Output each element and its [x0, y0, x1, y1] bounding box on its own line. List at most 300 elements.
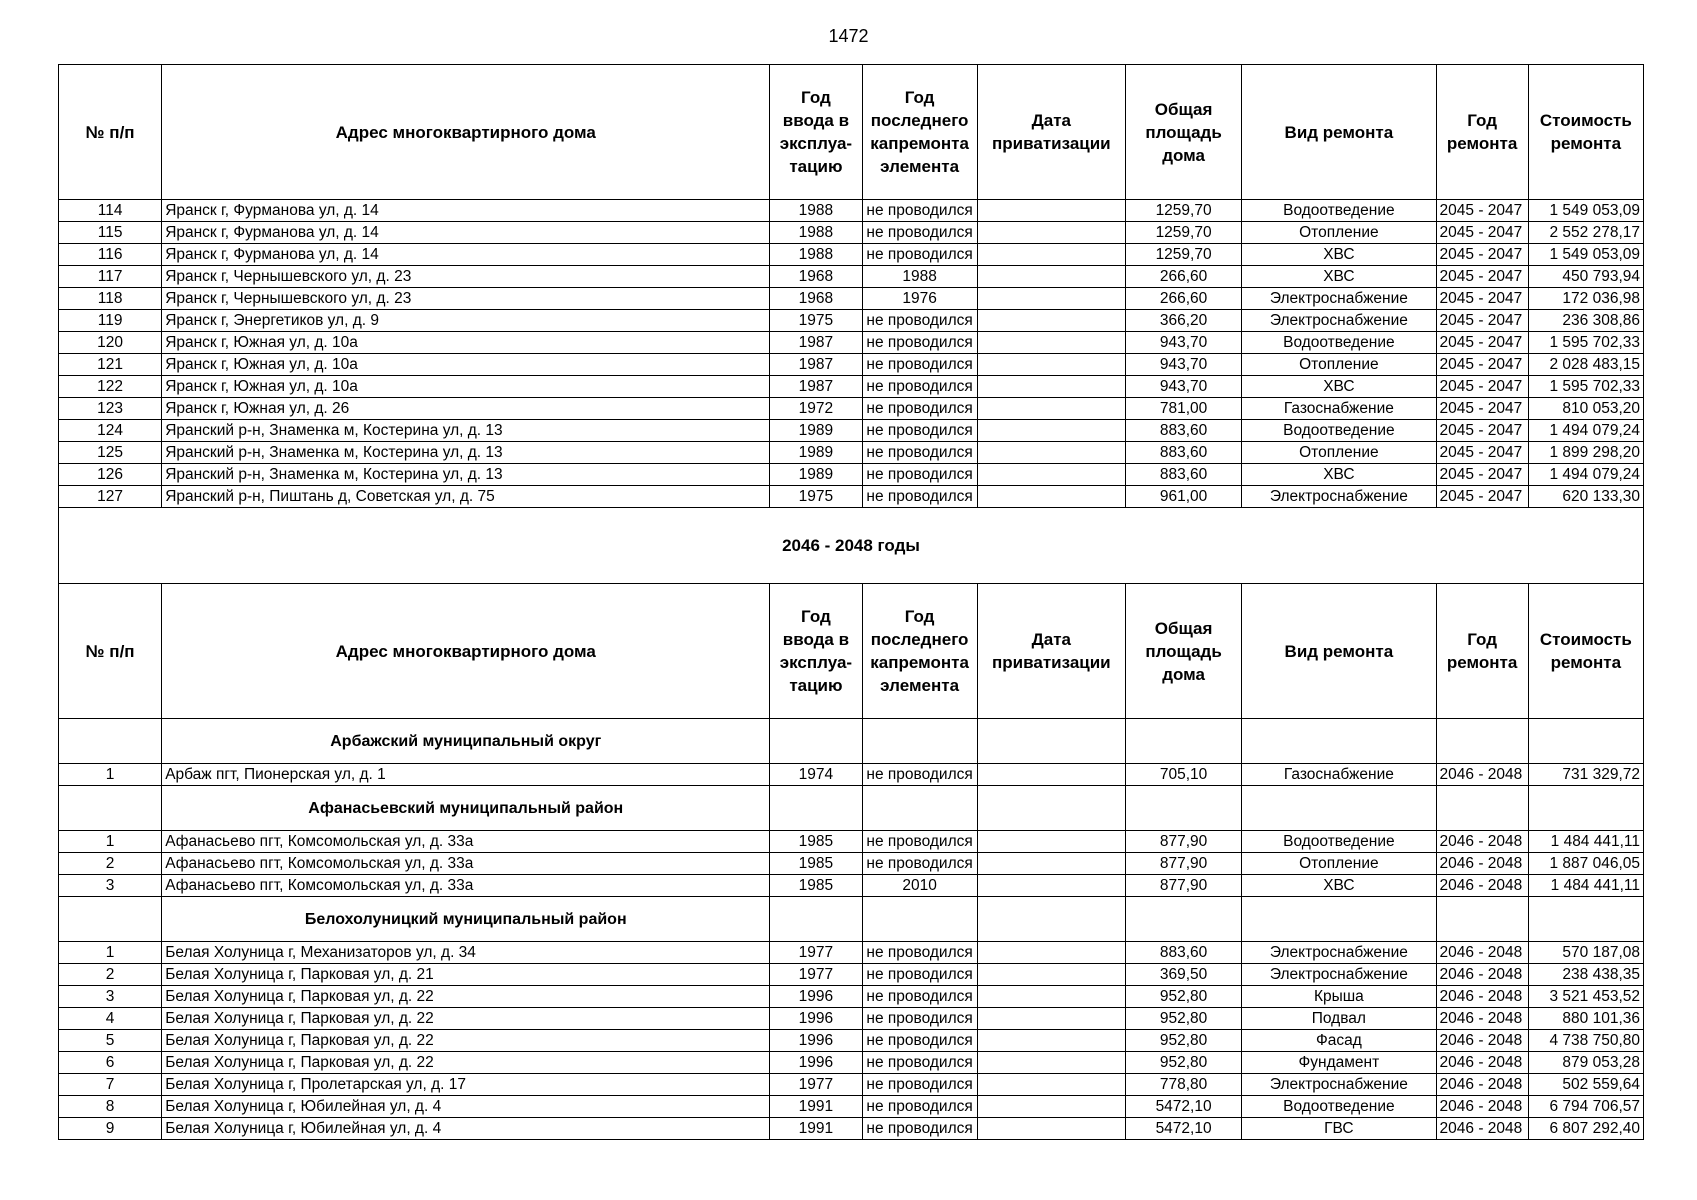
row-repair-year: 2046 - 2048 [1436, 853, 1528, 875]
row-last-repair: не проводился [862, 200, 977, 222]
table-row [59, 464, 1644, 486]
row-cost: 3 521 453,52 [1528, 986, 1643, 1008]
group-empty-cell [977, 897, 1125, 942]
row-address: Яранск г, Чернышевского ул, д. 23 [162, 288, 770, 310]
row-address: Яранский р-н, Знаменка м, Костерина ул, д. 13 [162, 442, 770, 464]
row-cost: 1 549 053,09 [1528, 244, 1643, 266]
row-privatization [977, 222, 1125, 244]
row-address: Белая Холуница г, Парковая ул, д. 22 [162, 1008, 770, 1030]
row-privatization [977, 1030, 1125, 1052]
row-address: Афанасьево пгт, Комсомольская ул, д. 33а [162, 875, 770, 897]
row-area: 952,80 [1125, 1052, 1241, 1074]
row-last-repair: 1976 [862, 288, 977, 310]
row-repair-type: Водоотведение [1242, 200, 1436, 222]
row-last-repair: не проводился [862, 764, 977, 786]
row-year: 1989 [770, 464, 862, 486]
row-year: 1987 [770, 332, 862, 354]
row-repair-year: 2045 - 2047 [1436, 332, 1528, 354]
row-repair-type: Отопление [1242, 354, 1436, 376]
row-last-repair: не проводился [862, 464, 977, 486]
group-empty-cell [1528, 786, 1643, 831]
row-cost: 1 595 702,33 [1528, 332, 1643, 354]
row-repair-year: 2046 - 2048 [1436, 1074, 1528, 1096]
row-area: 266,60 [1125, 266, 1241, 288]
group-empty-cell [770, 897, 862, 942]
row-area: 1259,70 [1125, 244, 1241, 266]
row-address: Белая Холуница г, Парковая ул, д. 22 [162, 1030, 770, 1052]
row-num: 2 [59, 853, 162, 875]
table-row [59, 310, 1644, 332]
row-area: 883,60 [1125, 442, 1241, 464]
row-repair-year: 2045 - 2047 [1436, 486, 1528, 508]
row-repair-year: 2046 - 2048 [1436, 875, 1528, 897]
row-repair-type: Крыша [1242, 986, 1436, 1008]
table-row [59, 376, 1644, 398]
row-address: Белая Холуница г, Парковая ул, д. 21 [162, 964, 770, 986]
row-cost: 6 807 292,40 [1528, 1118, 1643, 1140]
header-area: Общая площадь дома [1125, 65, 1241, 200]
row-repair-year: 2046 - 2048 [1436, 1096, 1528, 1118]
row-address: Яранск г, Южная ул, д. 10а [162, 332, 770, 354]
row-privatization [977, 354, 1125, 376]
group-empty-cell [59, 719, 162, 764]
row-privatization [977, 764, 1125, 786]
row-last-repair: не проводился [862, 332, 977, 354]
row-area: 943,70 [1125, 376, 1241, 398]
row-year: 1977 [770, 942, 862, 964]
row-num: 127 [59, 486, 162, 508]
row-last-repair: не проводился [862, 853, 977, 875]
row-num: 1 [59, 764, 162, 786]
group-empty-cell [1125, 786, 1241, 831]
row-last-repair: не проводился [862, 398, 977, 420]
row-area: 883,60 [1125, 942, 1241, 964]
row-repair-year: 2045 - 2047 [1436, 420, 1528, 442]
row-year: 1991 [770, 1118, 862, 1140]
group-empty-cell [977, 786, 1125, 831]
group-row [59, 786, 1644, 831]
row-last-repair: не проводился [862, 1074, 977, 1096]
row-address: Яранск г, Южная ул, д. 26 [162, 398, 770, 420]
row-repair-type: Отопление [1242, 442, 1436, 464]
table-row [59, 1118, 1644, 1140]
row-repair-type: Водоотведение [1242, 332, 1436, 354]
row-cost: 236 308,86 [1528, 310, 1643, 332]
row-num: 1 [59, 942, 162, 964]
row-repair-type: Водоотведение [1242, 831, 1436, 853]
row-address: Белая Холуница г, Юбилейная ул, д. 4 [162, 1118, 770, 1140]
row-address: Афанасьево пгт, Комсомольская ул, д. 33а [162, 853, 770, 875]
group-empty-cell [1125, 897, 1241, 942]
row-repair-year: 2045 - 2047 [1436, 354, 1528, 376]
row-year: 1996 [770, 986, 862, 1008]
row-year: 1988 [770, 222, 862, 244]
row-year: 1977 [770, 1074, 862, 1096]
row-repair-type: Отопление [1242, 853, 1436, 875]
table-row [59, 964, 1644, 986]
row-last-repair: не проводился [862, 1096, 977, 1118]
row-last-repair: не проводился [862, 244, 977, 266]
row-repair-type: ХВС [1242, 464, 1436, 486]
row-last-repair: не проводился [862, 1052, 977, 1074]
row-year: 1989 [770, 442, 862, 464]
row-address: Арбаж пгт, Пионерская ул, д. 1 [162, 764, 770, 786]
table-row [59, 942, 1644, 964]
row-privatization [977, 332, 1125, 354]
row-address: Афанасьево пгт, Комсомольская ул, д. 33а [162, 831, 770, 853]
row-privatization [977, 831, 1125, 853]
row-num: 123 [59, 398, 162, 420]
row-privatization [977, 376, 1125, 398]
row-year: 1985 [770, 853, 862, 875]
row-last-repair: не проводился [862, 942, 977, 964]
row-repair-year: 2046 - 2048 [1436, 1008, 1528, 1030]
row-year: 1972 [770, 398, 862, 420]
row-year: 1987 [770, 354, 862, 376]
table-row [59, 1008, 1644, 1030]
row-repair-type: Фундамент [1242, 1052, 1436, 1074]
row-area: 877,90 [1125, 831, 1241, 853]
row-cost: 1 549 053,09 [1528, 200, 1643, 222]
table-row [59, 200, 1644, 222]
group-empty-cell [1436, 719, 1528, 764]
row-repair-type: ХВС [1242, 244, 1436, 266]
row-num: 126 [59, 464, 162, 486]
row-privatization [977, 1052, 1125, 1074]
row-privatization [977, 266, 1125, 288]
row-num: 7 [59, 1074, 162, 1096]
row-year: 1968 [770, 266, 862, 288]
row-num: 5 [59, 1030, 162, 1052]
row-cost: 172 036,98 [1528, 288, 1643, 310]
table-row [59, 420, 1644, 442]
header-year-last-repair: Год последнего капремонта элемента [862, 584, 977, 719]
table-row [59, 875, 1644, 897]
row-cost: 570 187,08 [1528, 942, 1643, 964]
group-empty-cell [862, 897, 977, 942]
row-num: 3 [59, 875, 162, 897]
row-area: 952,80 [1125, 1008, 1241, 1030]
row-privatization [977, 1008, 1125, 1030]
row-repair-year: 2045 - 2047 [1436, 376, 1528, 398]
row-num: 120 [59, 332, 162, 354]
row-repair-year: 2046 - 2048 [1436, 831, 1528, 853]
table-row [59, 222, 1644, 244]
row-area: 369,50 [1125, 964, 1241, 986]
row-privatization [977, 964, 1125, 986]
row-privatization [977, 1118, 1125, 1140]
row-repair-year: 2046 - 2048 [1436, 1030, 1528, 1052]
row-year: 1988 [770, 244, 862, 266]
group-empty-cell [862, 719, 977, 764]
header-cost: Стоимость ремонта [1528, 65, 1643, 200]
row-num: 3 [59, 986, 162, 1008]
row-privatization [977, 853, 1125, 875]
row-repair-year: 2045 - 2047 [1436, 222, 1528, 244]
group-empty-cell [770, 786, 862, 831]
table-row [59, 986, 1644, 1008]
row-area: 266,60 [1125, 288, 1241, 310]
row-area: 366,20 [1125, 310, 1241, 332]
row-cost: 879 053,28 [1528, 1052, 1643, 1074]
group-empty-cell [1125, 719, 1241, 764]
row-repair-year: 2045 - 2047 [1436, 442, 1528, 464]
row-repair-year: 2046 - 2048 [1436, 764, 1528, 786]
row-repair-year: 2045 - 2047 [1436, 464, 1528, 486]
row-year: 1987 [770, 376, 862, 398]
row-address: Белая Холуница г, Парковая ул, д. 22 [162, 1052, 770, 1074]
row-cost: 1 595 702,33 [1528, 376, 1643, 398]
row-privatization [977, 986, 1125, 1008]
group-empty-cell [1436, 897, 1528, 942]
header-cost: Стоимость ремонта [1528, 584, 1643, 719]
row-cost: 1 484 441,11 [1528, 831, 1643, 853]
row-repair-type: ГВС [1242, 1118, 1436, 1140]
row-repair-year: 2045 - 2047 [1436, 398, 1528, 420]
row-last-repair: не проводился [862, 420, 977, 442]
row-year: 1991 [770, 1096, 862, 1118]
table-row [59, 1074, 1644, 1096]
row-repair-year: 2045 - 2047 [1436, 200, 1528, 222]
row-repair-type: Электроснабжение [1242, 1074, 1436, 1096]
row-area: 952,80 [1125, 1030, 1241, 1052]
row-year: 1977 [770, 964, 862, 986]
row-num: 115 [59, 222, 162, 244]
row-area: 952,80 [1125, 986, 1241, 1008]
row-address: Белая Холуница г, Пролетарская ул, д. 17 [162, 1074, 770, 1096]
row-last-repair: не проводился [862, 486, 977, 508]
row-repair-year: 2045 - 2047 [1436, 288, 1528, 310]
row-cost: 1 494 079,24 [1528, 420, 1643, 442]
row-last-repair: 1988 [862, 266, 977, 288]
row-area: 877,90 [1125, 875, 1241, 897]
row-repair-type: Газоснабжение [1242, 398, 1436, 420]
section-title: 2046 - 2048 годы [59, 508, 1644, 584]
row-last-repair: не проводился [862, 1008, 977, 1030]
row-repair-year: 2045 - 2047 [1436, 244, 1528, 266]
table-header-row-2 [59, 584, 1644, 719]
row-last-repair: не проводился [862, 1030, 977, 1052]
row-area: 778,80 [1125, 1074, 1241, 1096]
row-num: 122 [59, 376, 162, 398]
row-repair-year: 2046 - 2048 [1436, 1118, 1528, 1140]
group-row [59, 719, 1644, 764]
row-cost: 2 028 483,15 [1528, 354, 1643, 376]
row-address: Яранск г, Фурманова ул, д. 14 [162, 200, 770, 222]
row-year: 1974 [770, 764, 862, 786]
row-num: 8 [59, 1096, 162, 1118]
header-repair-type: Вид ремонта [1242, 65, 1436, 200]
row-privatization [977, 310, 1125, 332]
row-num: 118 [59, 288, 162, 310]
row-num: 116 [59, 244, 162, 266]
row-num: 117 [59, 266, 162, 288]
section-title-row [59, 508, 1644, 584]
row-address: Яранск г, Фурманова ул, д. 14 [162, 244, 770, 266]
row-area: 5472,10 [1125, 1096, 1241, 1118]
group-empty-cell [977, 719, 1125, 764]
row-repair-year: 2046 - 2048 [1436, 964, 1528, 986]
row-repair-type: Электроснабжение [1242, 942, 1436, 964]
row-year: 1985 [770, 831, 862, 853]
row-address: Белая Холуница г, Юбилейная ул, д. 4 [162, 1096, 770, 1118]
row-last-repair: не проводился [862, 1118, 977, 1140]
group-name: Белохолуницкий муниципальный район [162, 897, 770, 942]
row-year: 1996 [770, 1008, 862, 1030]
row-cost: 620 133,30 [1528, 486, 1643, 508]
repair-table [58, 64, 1644, 1140]
header-num: № п/п [59, 65, 162, 200]
row-num: 4 [59, 1008, 162, 1030]
table-row [59, 288, 1644, 310]
row-area: 883,60 [1125, 420, 1241, 442]
row-year: 1996 [770, 1052, 862, 1074]
row-address: Яранск г, Энергетиков ул, д. 9 [162, 310, 770, 332]
row-address: Яранск г, Чернышевского ул, д. 23 [162, 266, 770, 288]
group-empty-cell [59, 786, 162, 831]
row-area: 1259,70 [1125, 222, 1241, 244]
row-area: 883,60 [1125, 464, 1241, 486]
table-row [59, 244, 1644, 266]
table-row [59, 853, 1644, 875]
row-repair-year: 2046 - 2048 [1436, 942, 1528, 964]
row-privatization [977, 288, 1125, 310]
row-cost: 6 794 706,57 [1528, 1096, 1643, 1118]
row-cost: 1 887 046,05 [1528, 853, 1643, 875]
row-year: 1968 [770, 288, 862, 310]
row-area: 943,70 [1125, 332, 1241, 354]
row-privatization [977, 398, 1125, 420]
row-repair-year: 2045 - 2047 [1436, 310, 1528, 332]
row-year: 1975 [770, 310, 862, 332]
row-repair-type: ХВС [1242, 376, 1436, 398]
row-privatization [977, 442, 1125, 464]
row-privatization [977, 420, 1125, 442]
row-privatization [977, 464, 1125, 486]
row-repair-type: Водоотведение [1242, 1096, 1436, 1118]
row-cost: 238 438,35 [1528, 964, 1643, 986]
header-address: Адрес многоквартирного дома [162, 65, 770, 200]
row-repair-type: Электроснабжение [1242, 288, 1436, 310]
row-year: 1988 [770, 200, 862, 222]
row-cost: 4 738 750,80 [1528, 1030, 1643, 1052]
table-row [59, 266, 1644, 288]
group-row [59, 897, 1644, 942]
row-area: 1259,70 [1125, 200, 1241, 222]
row-num: 1 [59, 831, 162, 853]
row-last-repair: не проводился [862, 831, 977, 853]
row-cost: 810 053,20 [1528, 398, 1643, 420]
header-repair-year: Год ремонта [1436, 65, 1528, 200]
header-area: Общая площадь дома [1125, 584, 1241, 719]
row-area: 781,00 [1125, 398, 1241, 420]
group-name: Арбажский муниципальный округ [162, 719, 770, 764]
row-address: Белая Холуница г, Механизаторов ул, д. 34 [162, 942, 770, 964]
table-row [59, 1052, 1644, 1074]
row-area: 5472,10 [1125, 1118, 1241, 1140]
header-repair-year: Год ремонта [1436, 584, 1528, 719]
row-area: 961,00 [1125, 486, 1241, 508]
row-cost: 450 793,94 [1528, 266, 1643, 288]
table-row [59, 486, 1644, 508]
row-repair-type: Фасад [1242, 1030, 1436, 1052]
row-cost: 880 101,36 [1528, 1008, 1643, 1030]
row-address: Яранский р-н, Знаменка м, Костерина ул, д. 13 [162, 464, 770, 486]
header-year-last-repair: Год последнего капремонта элемента [862, 65, 977, 200]
row-cost: 1 484 441,11 [1528, 875, 1643, 897]
header-year-commission: Год ввода в эксплуа-тацию [770, 65, 862, 200]
row-privatization [977, 1096, 1125, 1118]
header-privatization: Дата приватизации [977, 65, 1125, 200]
table-row [59, 354, 1644, 376]
row-num: 119 [59, 310, 162, 332]
row-cost: 2 552 278,17 [1528, 222, 1643, 244]
table-row [59, 764, 1644, 786]
row-year: 1975 [770, 486, 862, 508]
row-address: Яранский р-н, Пиштань д, Советская ул, д. 75 [162, 486, 770, 508]
page-number: 1472 [828, 26, 869, 46]
row-privatization [977, 486, 1125, 508]
row-last-repair: не проводился [862, 376, 977, 398]
row-repair-type: ХВС [1242, 266, 1436, 288]
row-last-repair: не проводился [862, 986, 977, 1008]
row-last-repair: не проводился [862, 310, 977, 332]
row-repair-type: Подвал [1242, 1008, 1436, 1030]
row-privatization [977, 200, 1125, 222]
row-num: 6 [59, 1052, 162, 1074]
row-num: 2 [59, 964, 162, 986]
row-area: 705,10 [1125, 764, 1241, 786]
row-num: 124 [59, 420, 162, 442]
group-empty-cell [1528, 719, 1643, 764]
group-empty-cell [862, 786, 977, 831]
row-privatization [977, 1074, 1125, 1096]
row-repair-year: 2046 - 2048 [1436, 1052, 1528, 1074]
row-repair-type: ХВС [1242, 875, 1436, 897]
row-cost: 1 494 079,24 [1528, 464, 1643, 486]
row-last-repair: 2010 [862, 875, 977, 897]
header-year-commission: Год ввода в эксплуа-тацию [770, 584, 862, 719]
table-header-row [59, 65, 1644, 200]
row-cost: 502 559,64 [1528, 1074, 1643, 1096]
group-empty-cell [1242, 897, 1436, 942]
row-privatization [977, 942, 1125, 964]
row-area: 943,70 [1125, 354, 1241, 376]
header-address: Адрес многоквартирного дома [162, 584, 770, 719]
row-num: 125 [59, 442, 162, 464]
group-empty-cell [1242, 719, 1436, 764]
table-row [59, 332, 1644, 354]
row-repair-type: Электроснабжение [1242, 964, 1436, 986]
row-last-repair: не проводился [862, 442, 977, 464]
row-num: 121 [59, 354, 162, 376]
row-address: Яранск г, Южная ул, д. 10а [162, 354, 770, 376]
header-privatization: Дата приватизации [977, 584, 1125, 719]
table-row [59, 1030, 1644, 1052]
row-repair-type: Электроснабжение [1242, 310, 1436, 332]
group-empty-cell [59, 897, 162, 942]
row-area: 877,90 [1125, 853, 1241, 875]
group-empty-cell [1436, 786, 1528, 831]
row-year: 1989 [770, 420, 862, 442]
row-cost: 1 899 298,20 [1528, 442, 1643, 464]
row-repair-year: 2046 - 2048 [1436, 986, 1528, 1008]
row-repair-type: Водоотведение [1242, 420, 1436, 442]
row-num: 9 [59, 1118, 162, 1140]
group-empty-cell [1528, 897, 1643, 942]
row-last-repair: не проводился [862, 222, 977, 244]
row-repair-year: 2045 - 2047 [1436, 266, 1528, 288]
